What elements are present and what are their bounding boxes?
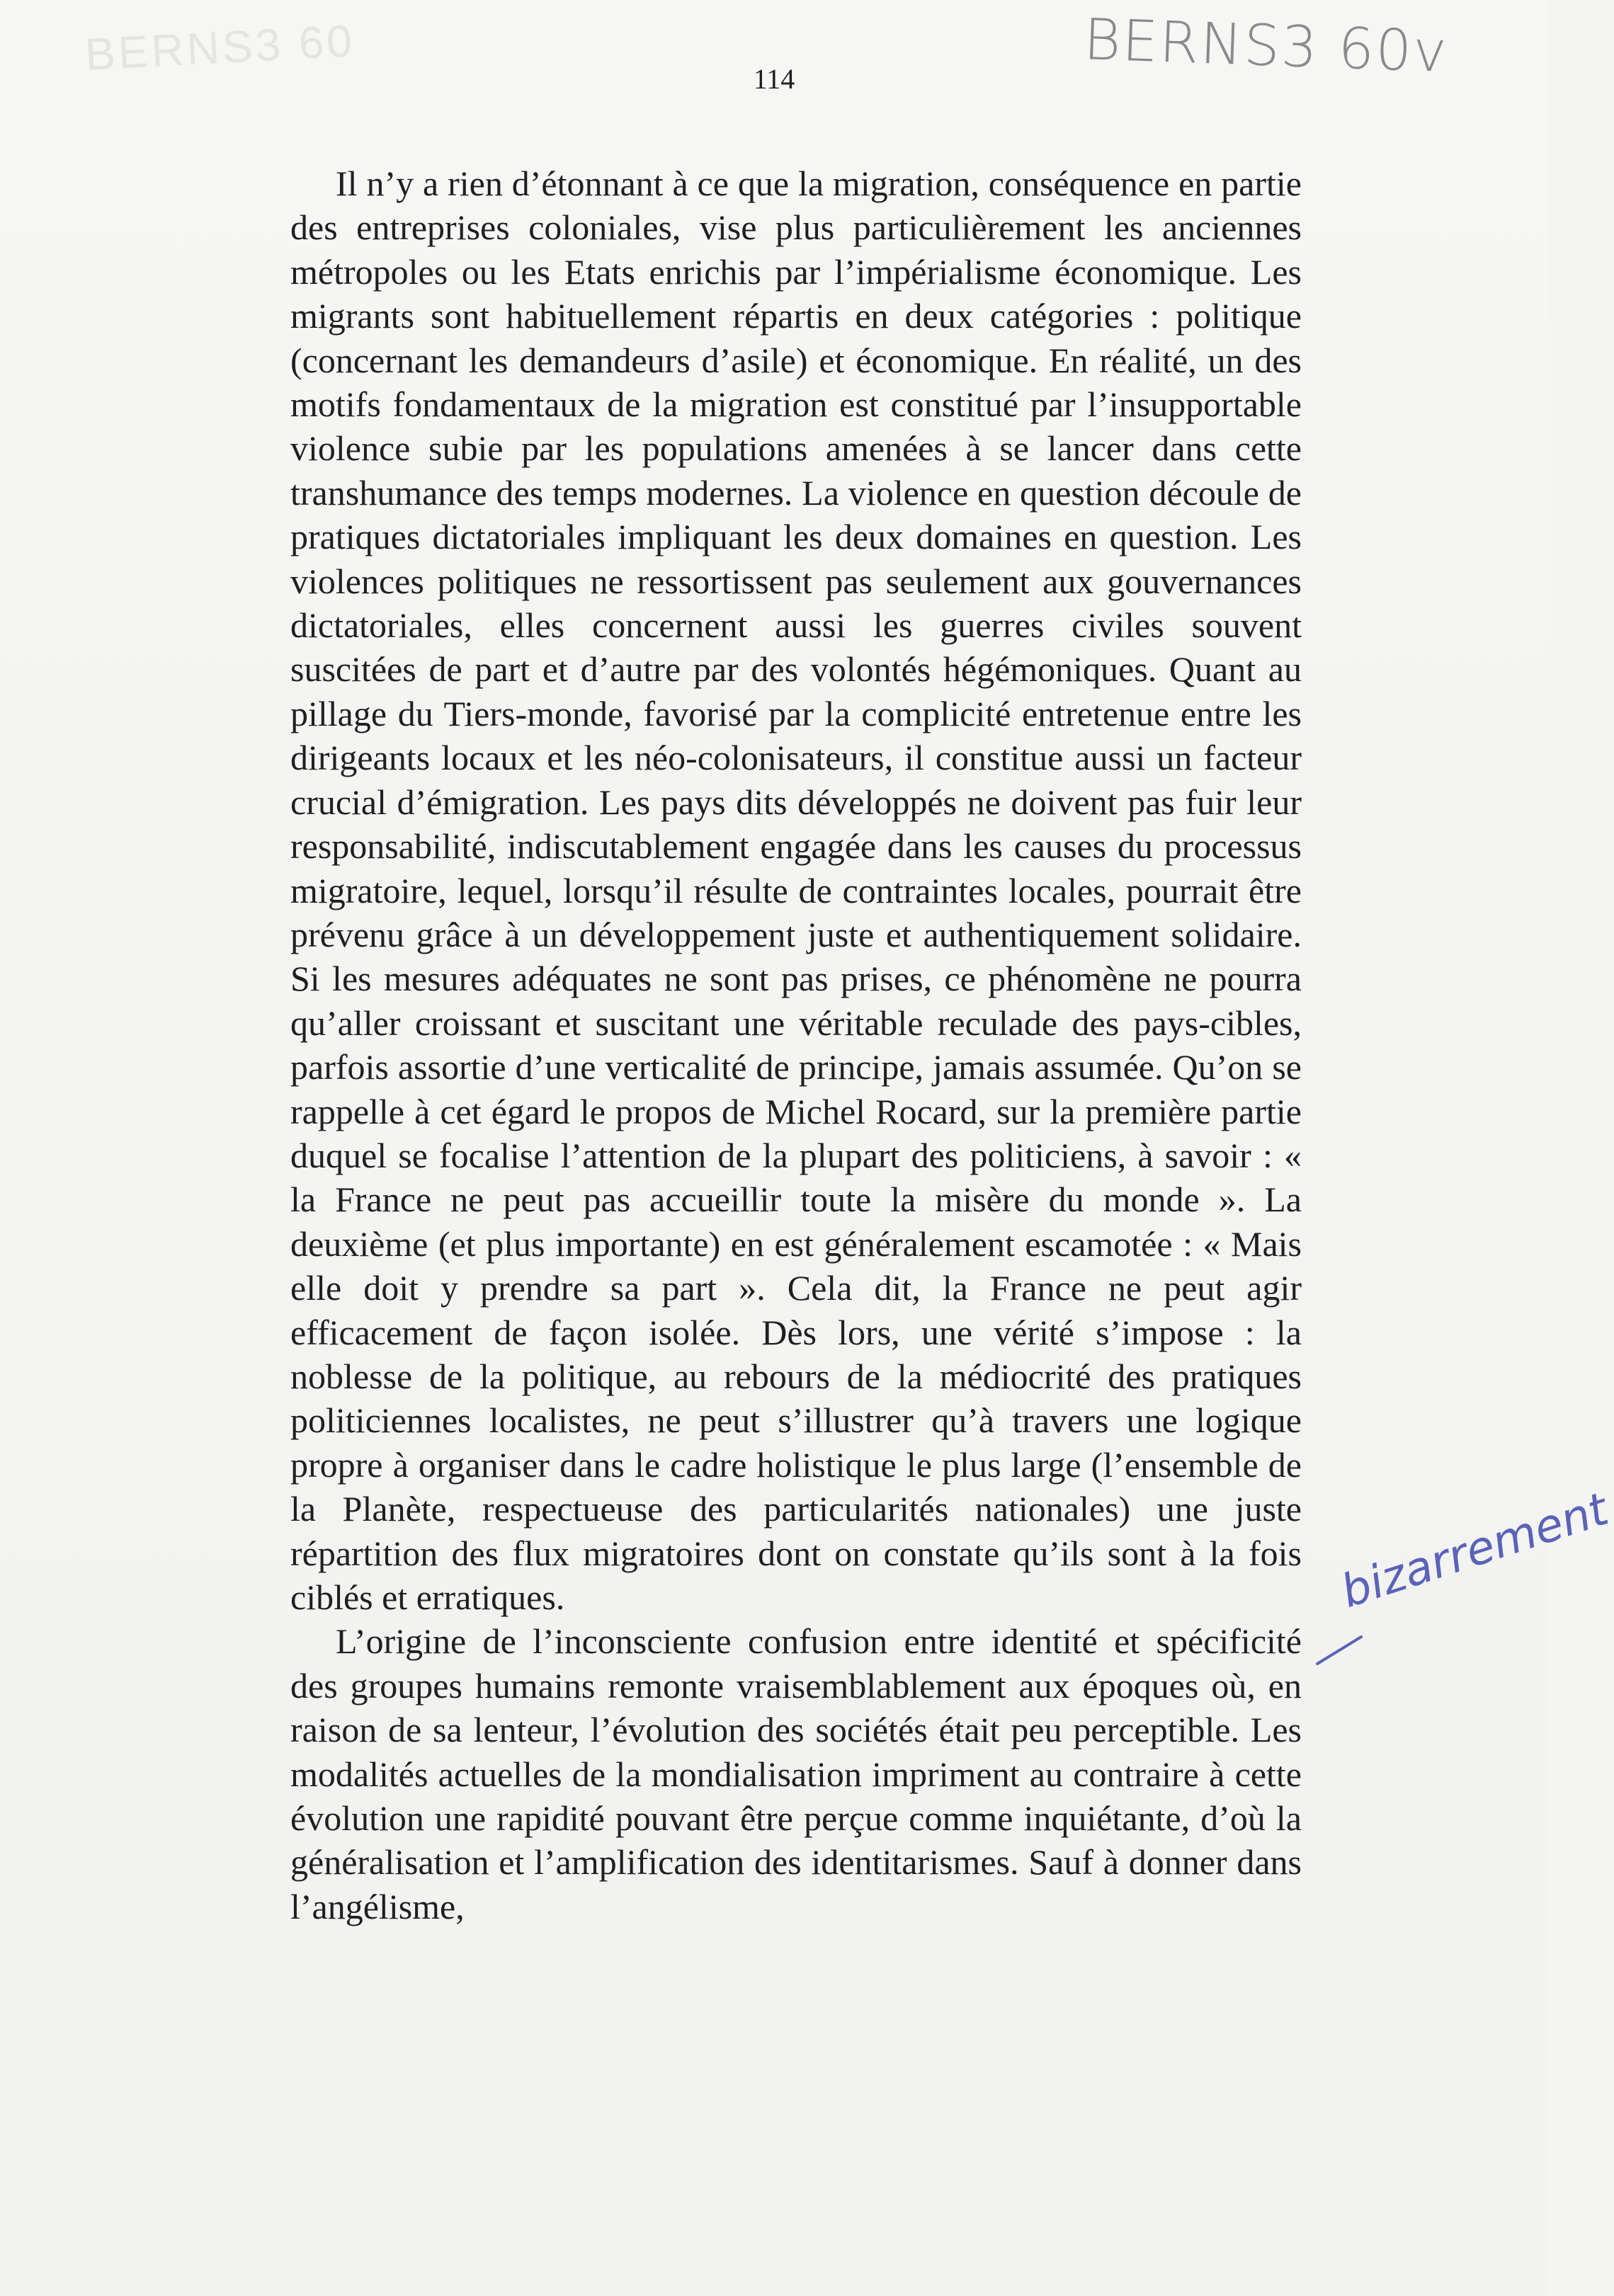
- paragraph-1: Il n’y a rien d’étonnant à ce que la migration, conséquence en partie des entreprises coloniales, vise plus particulièrement les anciennes métropoles ou les Etats enrichis par l’impérialisme économique. Les migrants sont habituellement répartis en deux catégories : politique (concernant les demandeurs d’asile) et économique. En réalité, un des motifs fondamentaux de la migration est constitué par l’insupportable violence subie par les populations amenées à se lancer dans cette transhumance des temps modernes. La violence en question découle de pratiques dictatoriales impliquant les deux domaines en question. Les violences politiques ne ressortissent pas seulement aux gouvernances dictatoriales, elles concernent aussi les guerres civiles souvent suscitées de part et d’autre par des volontés hégémoniques. Quant au pillage du Tiers-monde, favorisé par la complicité entretenue entre les dirigeants locaux et les néo-colonisateurs, il constitue aussi un facteur crucial d’émigration. Les pays dits développés ne doivent pas fuir leur responsabilité, indiscutablement engagée dans les causes du processus migratoire, lequel, lorsqu’il résulte de contraintes locales, pourrait être prévenu grâce à un développement juste et authentiquement solidaire. Si les mesures adéquates ne sont pas prises, ce phénomène ne pourra qu’aller croissant et suscitant une véritable reculade des pays-cibles, parfois assortie d’une verticalité de principe, jamais assumée. Qu’on se rappelle à cet égard le propos de Michel Rocard, sur la première partie duquel se focalise l’attention de la plupart des politiciens, à savoir : « la France ne peut pas accueillir toute la misère du monde ». La deuxième (et plus importante) en est généralement escamotée : « Mais elle doit y prendre sa part ». Cela dit, la France ne peut agir efficacement de façon isolée. Dès lors, une vérité s’impose : la noblesse de la politique, au rebours de la médiocrité des pratiques politiciennes localistes, ne peut s’illustrer qu’à travers une logique propre à organiser dans le cadre holistique le plus large (l’ensemble de la Planète, respectueuse des particularités nationales) une juste répartition des flux migratoires dont on constate qu’ils sont à la fois ciblés et erratiques.: [290, 164, 1302, 1617]
- page-number: 114: [753, 63, 795, 95]
- body-text: [290, 161, 1302, 1929]
- bleed-through-mark: BERNS3 60: [84, 15, 356, 80]
- handwritten-note: bizarrement: [1335, 1483, 1614, 1618]
- margin-annotation: [1312, 1483, 1614, 1671]
- archive-mark: BERNS3 60v: [1082, 6, 1450, 85]
- paragraph-2: L’origine de l’inconsciente confusion entre identité et spécificité des groupes humains remonte vraisemblablement aux époques où, en raison de sa lenteur, l’évolution des sociétés était peu perceptible. Les modalités actuelles de la mondialisation impriment au contraire à cette évolution une rapidité pouvant être perçue comme inquiétante, d’où la généralisation et l’amplification des identitarismes. Sauf à donner dans l’angélisme,: [290, 1621, 1302, 1926]
